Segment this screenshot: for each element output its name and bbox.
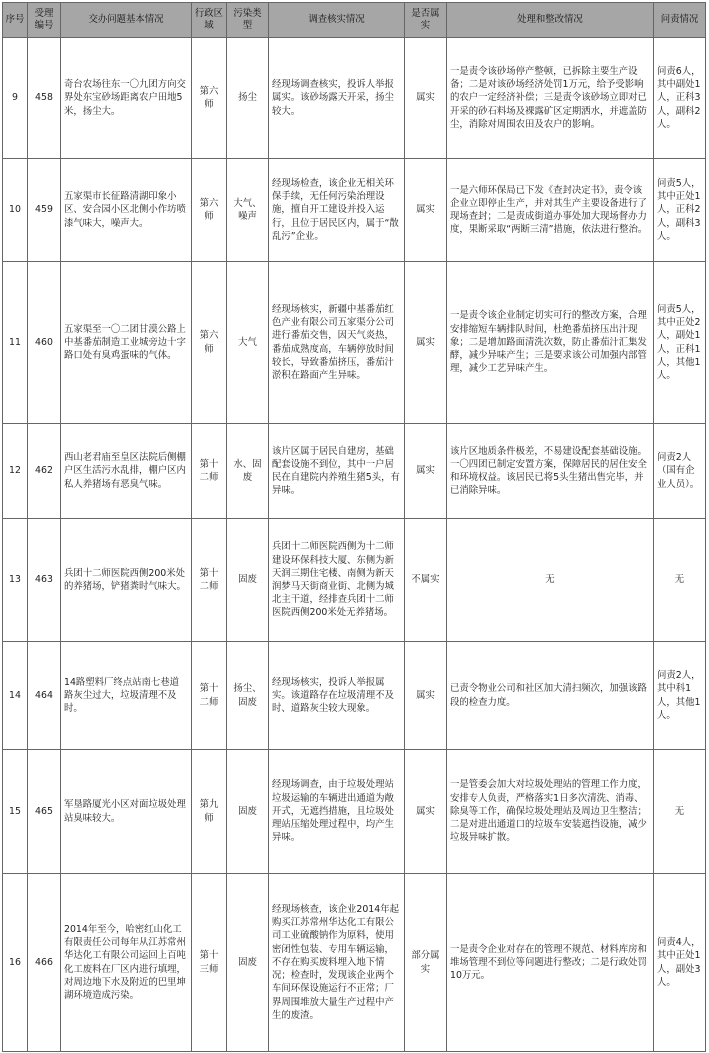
cell-survey: 经现场检查，该企业无相关环保手续，无任何污染治理设施，擅自开工建设并投入运行，且位于居民区内，属于“散乱污”企业。 [269,159,405,262]
cell-issue: 奇台农场往东一〇九团方向交界处东宝砂场距离农户田地5米，扬尘大。 [61,38,192,159]
cell-accountability: 无 [654,519,706,642]
cell-no: 12 [3,424,28,519]
table-row [3,159,706,262]
cell-issue: 五家渠至一〇二团甘漠公路上中基番茄制造工业城旁边十字路口处有臭鸡蛋味的气体。 [61,262,192,424]
cell-no: 13 [3,519,28,642]
cell-pollution-type: 扬尘 [227,38,269,159]
cell-verified: 属实 [405,159,447,262]
cell-id: 460 [28,262,61,424]
complaint-table [2,2,706,1052]
cell-survey: 兵团十二师医院西侧为十二师建设环保科技大厦、东侧为新天润三期住宅楼、南侧为新天润梦马天街商业街、北侧为城北主干道，经排查兵团十二师医院西侧200米处无养猪场。 [269,519,405,642]
cell-verified: 属实 [405,642,447,750]
table-row [3,750,706,874]
cell-handling: 已责令物业公司和社区加大清扫频次，加强该路段的检查力度。 [447,642,654,750]
cell-handling: 一是六师环保局已下发《查封决定书》，责令该企业立即停止生产，并对其生产主要设备进行了现场查封；二是责成街道办事处加大现场督办力度，果断采取“两断三清”措施，依法进行整治。 [447,159,654,262]
cell-accountability: 问责5人，其中正处1人，正科2人，副科3人。 [654,159,706,262]
cell-pollution-type: 固废 [227,750,269,874]
cell-id: 466 [28,874,61,1052]
header-id: 受理编号 [28,3,61,38]
cell-id: 459 [28,159,61,262]
cell-survey: 经现场核实，投诉人举报属实。该道路存在垃圾清理不及时、道路灰尘较大现象。 [269,642,405,750]
cell-verified: 不属实 [405,519,447,642]
cell-no: 10 [3,159,28,262]
table-header-row [3,3,706,38]
cell-survey: 经现场核查，该企业2014年起购买江苏常州华达化工有限公司工业硫酸钠作为原料，使用密闭性包装、专用车辆运输，不存在购买废料埋入地下情况；检查时，发现该企业两个车间环保设施运行不正常；厂界周围堆放大量生产过程中产生的废渣。 [269,874,405,1052]
cell-pollution-type: 扬尘、固废 [227,642,269,750]
cell-handling: 一是责令企业对存在的管理不规范、材料库房和堆场管理不到位等问题进行整改；二是行政处罚10万元。 [447,874,654,1052]
table-row [3,642,706,750]
cell-region: 第六师 [192,38,227,159]
cell-accountability: 无 [654,750,706,874]
cell-handling: 一是责令该砂场停产整顿，已拆除主要生产设备；二是对该砂场经济处罚1万元，给予受影响的农户一定经济补偿；三是责令该砂场立即对已开采的砂石料场及裸露矿区定期洒水，并遮盖防尘，消除对周围农田及农户的影响。 [447,38,654,159]
cell-issue: 西山老君庙至皇区法院后侧棚户区生活污水乱排，棚户区内私人养猪场有恶臭气味。 [61,424,192,519]
cell-pollution-type: 固废 [227,519,269,642]
cell-handling: 一是责令该企业制定切实可行的整改方案，合理安排缩短车辆排队时间，杜绝番茄挤压出汁现象；二是增加路面清洗次数，防止番茄汁汇集发酵，减少异味产生；三是要求该公司加强内部管理，减少工艺异味产生。 [447,262,654,424]
cell-pollution-type: 大气 [227,262,269,424]
cell-verified: 属实 [405,262,447,424]
cell-survey: 经现场调查，由于垃圾处理站垃圾运输的车辆进出通道为敞开式，无遮挡措施，且垃圾处理站压缩处理过程中，均产生异味。 [269,750,405,874]
cell-id: 462 [28,424,61,519]
cell-region: 第十二师 [192,424,227,519]
header-accountability: 问责情况 [654,3,706,38]
cell-region: 第六师 [192,159,227,262]
header-no: 序号 [3,3,28,38]
cell-no: 9 [3,38,28,159]
cell-region: 第六师 [192,262,227,424]
cell-accountability: 问责6人，其中副处1人，正科3人，副科2人。 [654,38,706,159]
header-issue: 交办问题基本情况 [61,3,192,38]
cell-pollution-type: 水、固废 [227,424,269,519]
cell-region: 第九师 [192,750,227,874]
table-row [3,874,706,1052]
cell-verified: 属实 [405,424,447,519]
cell-pollution-type: 大气、噪声 [227,159,269,262]
table-row [3,519,706,642]
cell-region: 第十二师 [192,642,227,750]
cell-verified: 属实 [405,750,447,874]
cell-region: 第十三师 [192,874,227,1052]
table-row [3,262,706,424]
table-row [3,424,706,519]
cell-no: 11 [3,262,28,424]
cell-no: 16 [3,874,28,1052]
cell-issue: 兵团十二师医院西侧200米处的养猪场，铲猪粪时气味大。 [61,519,192,642]
cell-pollution-type: 固废 [227,874,269,1052]
cell-issue: 军垦路厦光小区对面垃圾处理站臭味较大。 [61,750,192,874]
cell-issue: 五家渠市长征路清湖印象小区、安合园小区北侧小作坊喷漆气味大，噪声大。 [61,159,192,262]
header-region: 行政区域 [192,3,227,38]
cell-id: 465 [28,750,61,874]
header-survey: 调查核实情况 [269,3,405,38]
cell-accountability: 问责4人，其中正处1人，副处3人。 [654,874,706,1052]
cell-no: 15 [3,750,28,874]
header-handling: 处理和整改情况 [447,3,654,38]
cell-id: 464 [28,642,61,750]
cell-accountability: 问责2人，其中科1人，其他1人。 [654,642,706,750]
cell-handling: 该片区地质条件极差，不易建设配套基础设施。一〇四团已制定安置方案，保障居民的居住安全和环境权益。该居民已将5头生猪出售完毕，并已消除异味。 [447,424,654,519]
cell-verified: 部分属实 [405,874,447,1052]
cell-verified: 属实 [405,38,447,159]
table-row [3,38,706,159]
cell-issue: 14路塑料厂终点站南七巷道路灰尘过大，垃圾清理不及时。 [61,642,192,750]
cell-issue: 2014年至今，哈密红山化工有限责任公司每年从江苏常州华达化工有限公司运回上百吨化工废料在厂区内进行填埋，对周边地下水及附近的巴里坤湖环境造成污染。 [61,874,192,1052]
header-verified: 是否属实 [405,3,447,38]
cell-handling: 无 [447,519,654,642]
cell-survey: 经现场核实，新疆中基番茄红色产业有限公司五家渠分公司进行番茄交售，因天气炎热，番茄成熟度高，车辆停放时间较长，导致番茄挤压，番茄汁淤积在路面产生异味。 [269,262,405,424]
cell-id: 463 [28,519,61,642]
cell-accountability: 问责2人（国有企业人员）。 [654,424,706,519]
cell-accountability: 问责5人，其中正处2人，副处1人，正科1人，其他1人。 [654,262,706,424]
cell-id: 458 [28,38,61,159]
header-pollution-type: 污染类型 [227,3,269,38]
cell-region: 第十二师 [192,519,227,642]
cell-survey: 该片区属于居民自建房，基础配套设施不到位，其中一户居民在自建院内养殖生猪5头，有异味。 [269,424,405,519]
cell-no: 14 [3,642,28,750]
cell-handling: 一是管委会加大对垃圾处理站的管理工作力度，安排专人负责，严格落实1日多次清洗、消毒、除臭等工作，确保垃圾处理站及周边卫生整洁；二是对进出通道口的垃圾车安装遮挡设施，减少垃圾异味扩散。 [447,750,654,874]
cell-survey: 经现场调查核实，投诉人举报属实。该砂场露天开采，扬尘较大。 [269,38,405,159]
